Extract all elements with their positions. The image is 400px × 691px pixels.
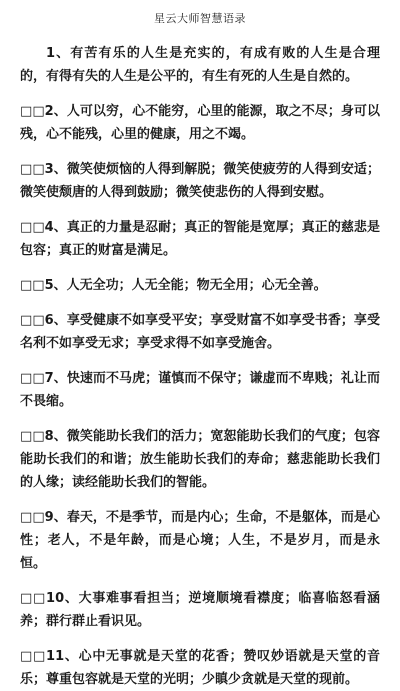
quote-paragraph-4: □□4、真正的力量是忍耐；真正的智能是宽厚；真正的慈悲是包容；真正的财富是满足。 <box>20 220 380 258</box>
quote-paragraph-8: □□8、微笑能助长我们的活力；宽恕能助长我们的气度；包容能助长我们的和谐；放生能助长我们的寿命；慈悲能助长我们的人缘；读经能助长我们的智能。 <box>20 429 380 490</box>
quote-paragraph-1: 1、有苦有乐的人生是充实的，有成有败的人生是合理的，有得有失的人生是公平的，有生有死的人生是自然的。 <box>20 46 380 84</box>
quote-paragraph-3: □□3、微笑使烦恼的人得到解脱；微笑使疲劳的人得到安适；微笑使颓唐的人得到鼓励；微笑使悲伤的人得到安慰。 <box>20 162 380 200</box>
quote-paragraph-5: □□5、人无全功；人无全能；物无全用；心无全善。 <box>20 278 327 293</box>
quote-paragraph-9: □□9、春天，不是季节，而是内心；生命，不是躯体，而是心性；老人，不是年龄，而是心境；人生，不是岁月，而是永恒。 <box>20 510 380 571</box>
document-title: 星云大师智慧语录 <box>154 12 246 25</box>
quote-paragraph-6: □□6、享受健康不如享受平安；享受财富不如享受书香；享受名利不如享受无求；享受求得不如享受施舍。 <box>20 313 380 351</box>
quote-paragraph-7: □□7、快速而不马虎；谨慎而不保守；谦虚而不卑贱；礼让而不畏缩。 <box>20 371 380 409</box>
quote-paragraph-2: □□2、人可以穷，心不能穷，心里的能源，取之不尽；身可以残，心不能残，心里的健康，用之不竭。 <box>20 104 380 142</box>
quote-paragraph-11: □□11、心中无事就是天堂的花香；赞叹妙语就是天堂的音乐；尊重包容就是天堂的光明；少瞋少贪就是天堂的现前。 <box>20 649 380 687</box>
quote-paragraph-10: □□10、大事难事看担当；逆境顺境看襟度；临喜临怒看涵养；群行群止看识见。 <box>20 591 380 629</box>
